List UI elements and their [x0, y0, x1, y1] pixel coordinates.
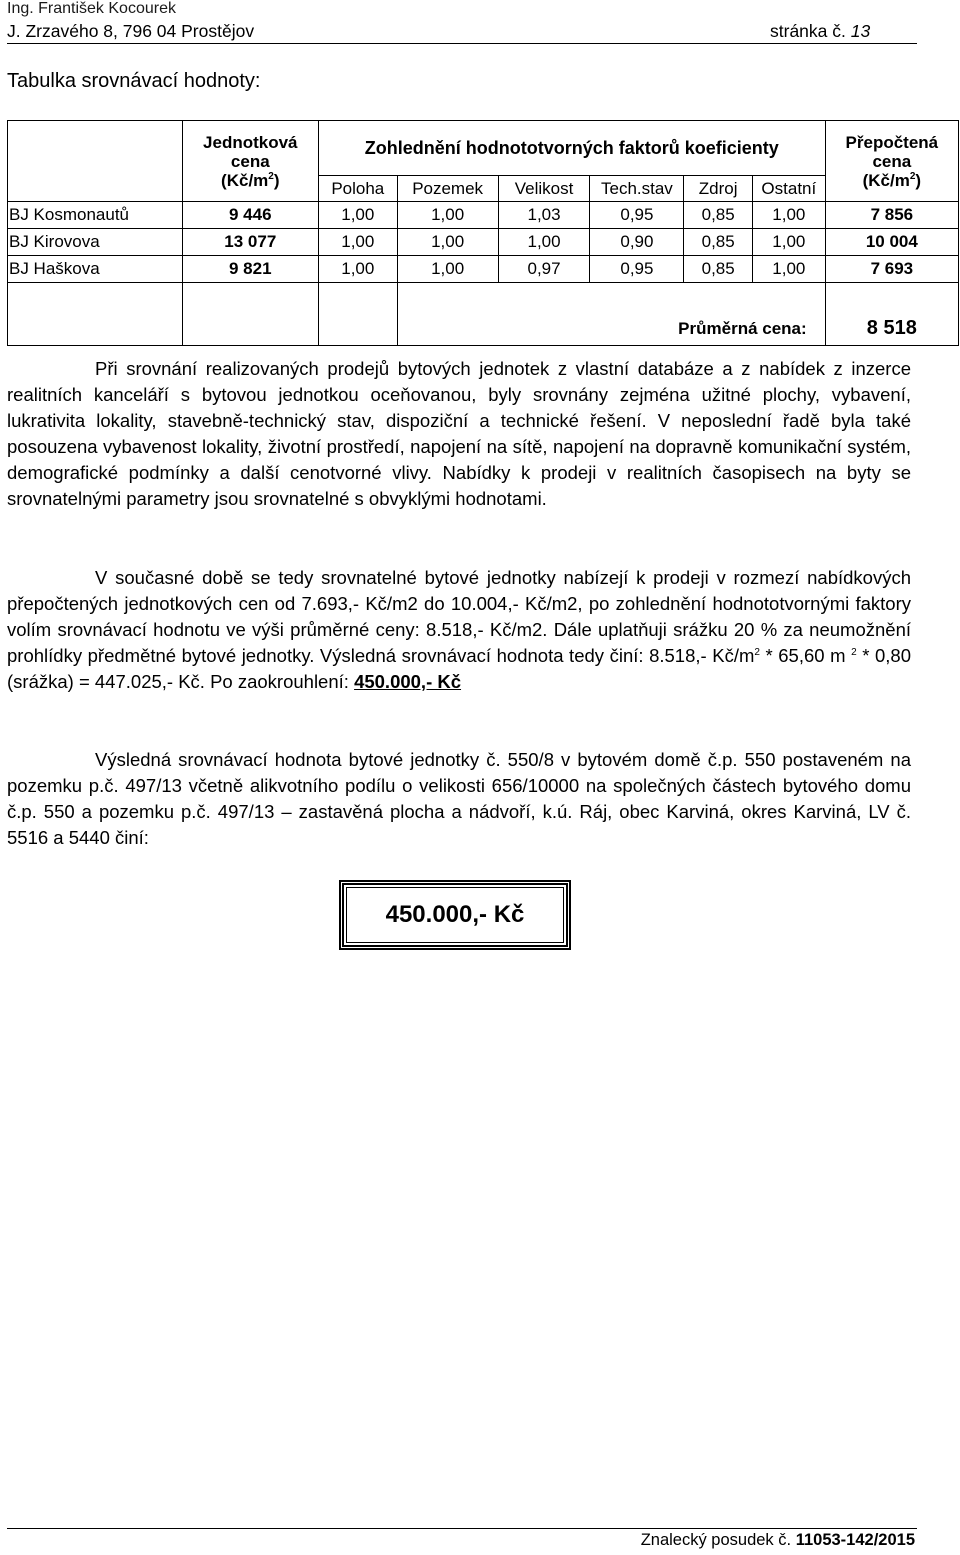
row-factor: 1,00 [498, 229, 590, 256]
factor-header: Ostatní [752, 176, 825, 202]
header-unit-price: Jednotková cena $(Kč/m^2)$ [182, 121, 318, 202]
page-number [770, 21, 870, 42]
row-recalc-price: 7 693 [825, 256, 958, 283]
table-row [8, 229, 959, 256]
comparison-table [7, 120, 959, 346]
row-name: BJ Haškova [8, 256, 183, 283]
row-recalc-price: 10 004 [825, 229, 958, 256]
empty-cell [182, 283, 318, 346]
table-row [8, 202, 959, 229]
table-header-row [8, 121, 959, 176]
row-factor: 1,00 [752, 229, 825, 256]
result-box-inner-border [346, 887, 564, 943]
page-number-value: 13 [850, 21, 871, 41]
footer-number: 11053-142/2015 [795, 1531, 915, 1549]
factor-header: Tech.stav [590, 176, 684, 202]
author-name: Ing. František Kocourek [7, 0, 176, 17]
row-name: BJ Kirovova [8, 229, 183, 256]
average-row [8, 283, 959, 346]
row-factor: 1,00 [397, 256, 498, 283]
factor-header: Pozemek [397, 176, 498, 202]
row-factor: 1,03 [498, 202, 590, 229]
row-unit-price: 13 077 [182, 229, 318, 256]
paragraph-final-statement: Výsledná srovnávací hodnota bytové jednotky č. 550/8 v bytovém domě č.p. 550 postaveném na pozemku p.č. 497/13 včetně alikvotního podílu o velikosti 656/10000 na společných částech bytového domu č.p. 550 a pozemku p.č. 497/13 – zastavěná plocha a nádvoří, k.ú. Ráj, obec Karviná, okres Karviná, LV č. 5516 a 5440 činí: [7, 749, 911, 848]
row-unit-price: 9 821 [182, 256, 318, 283]
row-factor: 0,85 [684, 202, 753, 229]
row-recalc-price: 7 856 [825, 202, 958, 229]
row-factor: 0,85 [684, 256, 753, 283]
row-factor: 1,00 [318, 202, 397, 229]
paragraph-comparison: Při srovnání realizovaných prodejů bytových jednotek z vlastní databáze a z nabídek z inzerce realitních kanceláří s bytovou jednotkou oceňovanou, byly srovnány zejména užitné plochy, vybavení, lukrativita lokality, stavebně-technický stav, dispoziční a technické řešení. V neposlední řadě byla také posouzena vybavenost lokality, životní prostředí, napojení na sítě, napojení na dopravně komunikační systém, demografické podmínky a další cenotvorné vlivy. Nabídky k prodeji v realitních časopisech na byty se srovnatelnými parametry jsou srovnatelné s obvyklými hodnotami. [7, 358, 911, 509]
row-factor: 0,90 [590, 229, 684, 256]
row-factor: 0,95 [590, 256, 684, 283]
row-factor: 0,85 [684, 229, 753, 256]
row-factor: 1,00 [318, 229, 397, 256]
row-factor: 1,00 [397, 202, 498, 229]
rounded-result: 450.000,- Kč [354, 671, 462, 692]
footer-rule [7, 1528, 917, 1529]
paragraph-valuation: V současné době se tedy srovnatelné bytové jednotky nabízejí k prodeji v rozmezí nabídkových přepočtených jednotkových cen od 7.693,- Kč/m2 do 10.004,- Kč/m2, po zohlednění hodnototvornými faktory volím srovnávací hodnotu ve výši průměrné ceny: 8.518,- Kč/m2. Dále uplatňuji srážku 20 % za neumožnění prohlídky předmětné bytové jednotky. Výsledná srovnávací hodnota tedy činí: 8.518,- $Kč/m^2 * 65,60$ m $^2$ * 0,80 (srážka) = 447.025,- Kč. Po zaokrouhlení: 450.000,- Kč [7, 567, 911, 692]
row-factor: 0,95 [590, 202, 684, 229]
average-label: Průměrná cena: [397, 283, 825, 346]
row-factor: 1,00 [318, 256, 397, 283]
row-factor: 0,97 [498, 256, 590, 283]
result-value: 450.000,- Kč [385, 901, 525, 928]
section-title: Tabulka srovnávací hodnoty: [7, 70, 261, 92]
page-label: stránka č. [770, 21, 846, 41]
row-factor: 1,00 [397, 229, 498, 256]
empty-cell [8, 283, 183, 346]
footer [641, 1531, 915, 1550]
header-rule [7, 43, 917, 44]
row-factor: 1,00 [752, 202, 825, 229]
row-factor: 1,00 [752, 256, 825, 283]
factor-header: Velikost [498, 176, 590, 202]
result-box [339, 880, 571, 950]
row-name: BJ Kosmonautů [8, 202, 183, 229]
row-unit-price: 9 446 [182, 202, 318, 229]
factor-header: Poloha [318, 176, 397, 202]
empty-cell [318, 283, 397, 346]
average-value: 8 518 [825, 283, 958, 346]
header-blank-cell [8, 121, 183, 202]
footer-label: Znalecký posudek č. [640, 1531, 792, 1549]
header-factors: Zohlednění hodnototvorných faktorů koeficienty [318, 121, 825, 176]
author-address: J. Zrzavého 8, 796 04 Prostějov [7, 21, 255, 41]
header-recalculated-price: Přepočtená cena $(Kč/m^2)$ [825, 121, 958, 202]
factor-header: Zdroj [684, 176, 753, 202]
table-row [8, 256, 959, 283]
